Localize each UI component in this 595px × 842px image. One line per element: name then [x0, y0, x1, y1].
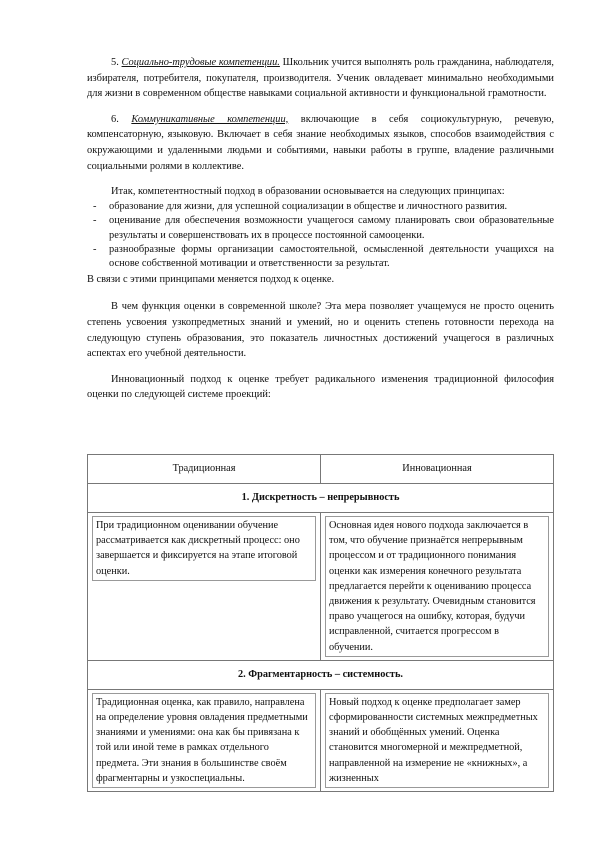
section-row: [88, 660, 554, 689]
term-communicative: Коммуникативные компетенции,: [131, 113, 289, 125]
paragraph-innovative-approach: Инновационный подход к оценке требует радикального изменения традиционной философия оценки по следующей системе проекций:: [87, 373, 554, 401]
principles-intro: Итак, компетентностный подход в образовании основывается на следующих принципах:: [111, 186, 505, 198]
cell-innovative: [321, 689, 554, 791]
cell-text: Традиционная оценка, как правило, направлена на определение уровня овладения предметными знаниями и умениями: она как бы привязана к той или иной теме в рамках отдельного предмета. Эти знания в большинстве своём фрагментарны и узкоспециальны.: [92, 693, 316, 788]
cell-text: Основная идея нового подхода заключается в том, что обучение признаётся непрерывным процессом и от традиционного понимания оценки как измерения конечного результата предлагается перейти к оцениванию процесса движения к результату. Очевидным становится право учащегося на ошибку, которая, будучи исправленной, считается прогрессом в обучении.: [325, 516, 549, 657]
column-header-innovative: Инновационная: [321, 455, 554, 484]
paragraph-social-labor: 5. Социально-трудовые компетенции. Школьник учится выполнять роль гражданина, наблюдателя, избирателя, потребителя, покупателя, производителя. Ученик овладевает минимально необходимыми для жизни в современном обществе навыками социальной активности и функциональной грамотности.: [87, 57, 554, 100]
list-item: - разнообразные формы организации самостоятельной, осмысленной деятельности учащихся на основе собственной мотивации и ответственности за результат.: [87, 243, 554, 272]
cell-traditional: [88, 513, 321, 661]
table-row: [88, 513, 554, 661]
cell-innovative: [321, 513, 554, 661]
paragraph-assessment-function: В чем функция оценки в современной школе? Эта мера позволяет учащемуся не просто оценить степень усвоения узкопредметных знаний и умений, но и оценить степень готовности перехода на следующую ступень образования, это показатель личностных достижений учащегося в различных аспектах его учебной деятельности.: [87, 301, 554, 360]
section-row: [88, 484, 554, 513]
cell-text: При традиционном оценивании обучение рассматривается как дискретный процесс: оно завершается и фиксируется на этапе итоговой оценки.: [92, 516, 316, 581]
section-title: 2. Фрагментарность – системность.: [88, 660, 554, 689]
table-header-row: [88, 455, 554, 484]
comparison-table: [87, 454, 554, 792]
paragraph-communicative: 6. Коммуникативные компетенции, включающие в себя социокультурную, речевую, компенсаторную, языковую. Включает в себя знание необходимых языков, способов взаимодействия с окружающими и удаленными людьми и событиями, навыки работы в группе, владение различными социальными ролями в коллективе.: [87, 113, 554, 172]
principles-list: [87, 200, 554, 272]
term-social-labor: Социально-трудовые компетенции.: [121, 57, 280, 68]
list-item: - образование для жизни, для успешной социализации в обществе и личностного развития.: [87, 200, 554, 214]
document-body: [87, 55, 554, 413]
principles-outro: В связи с этими принципами меняется подход к оценке.: [87, 273, 335, 285]
table-row: [88, 689, 554, 791]
cell-traditional: [88, 689, 321, 791]
list-item: - оценивание для обеспечения возможности учащегося самому планировать свои образовательные результаты и совершенствовать их в процессе постоянной самооценки.: [87, 214, 554, 243]
cell-text: Новый подход к оценке предполагает замер сформированности системных межпредметных знаний и обобщённых умений. Оценка становится многомерной и межпредметной, направленной на измерение не «книжных», а жизненных: [325, 693, 549, 788]
column-header-traditional: Традиционная: [88, 455, 321, 484]
section-title: 1. Дискретность – непрерывность: [88, 484, 554, 513]
